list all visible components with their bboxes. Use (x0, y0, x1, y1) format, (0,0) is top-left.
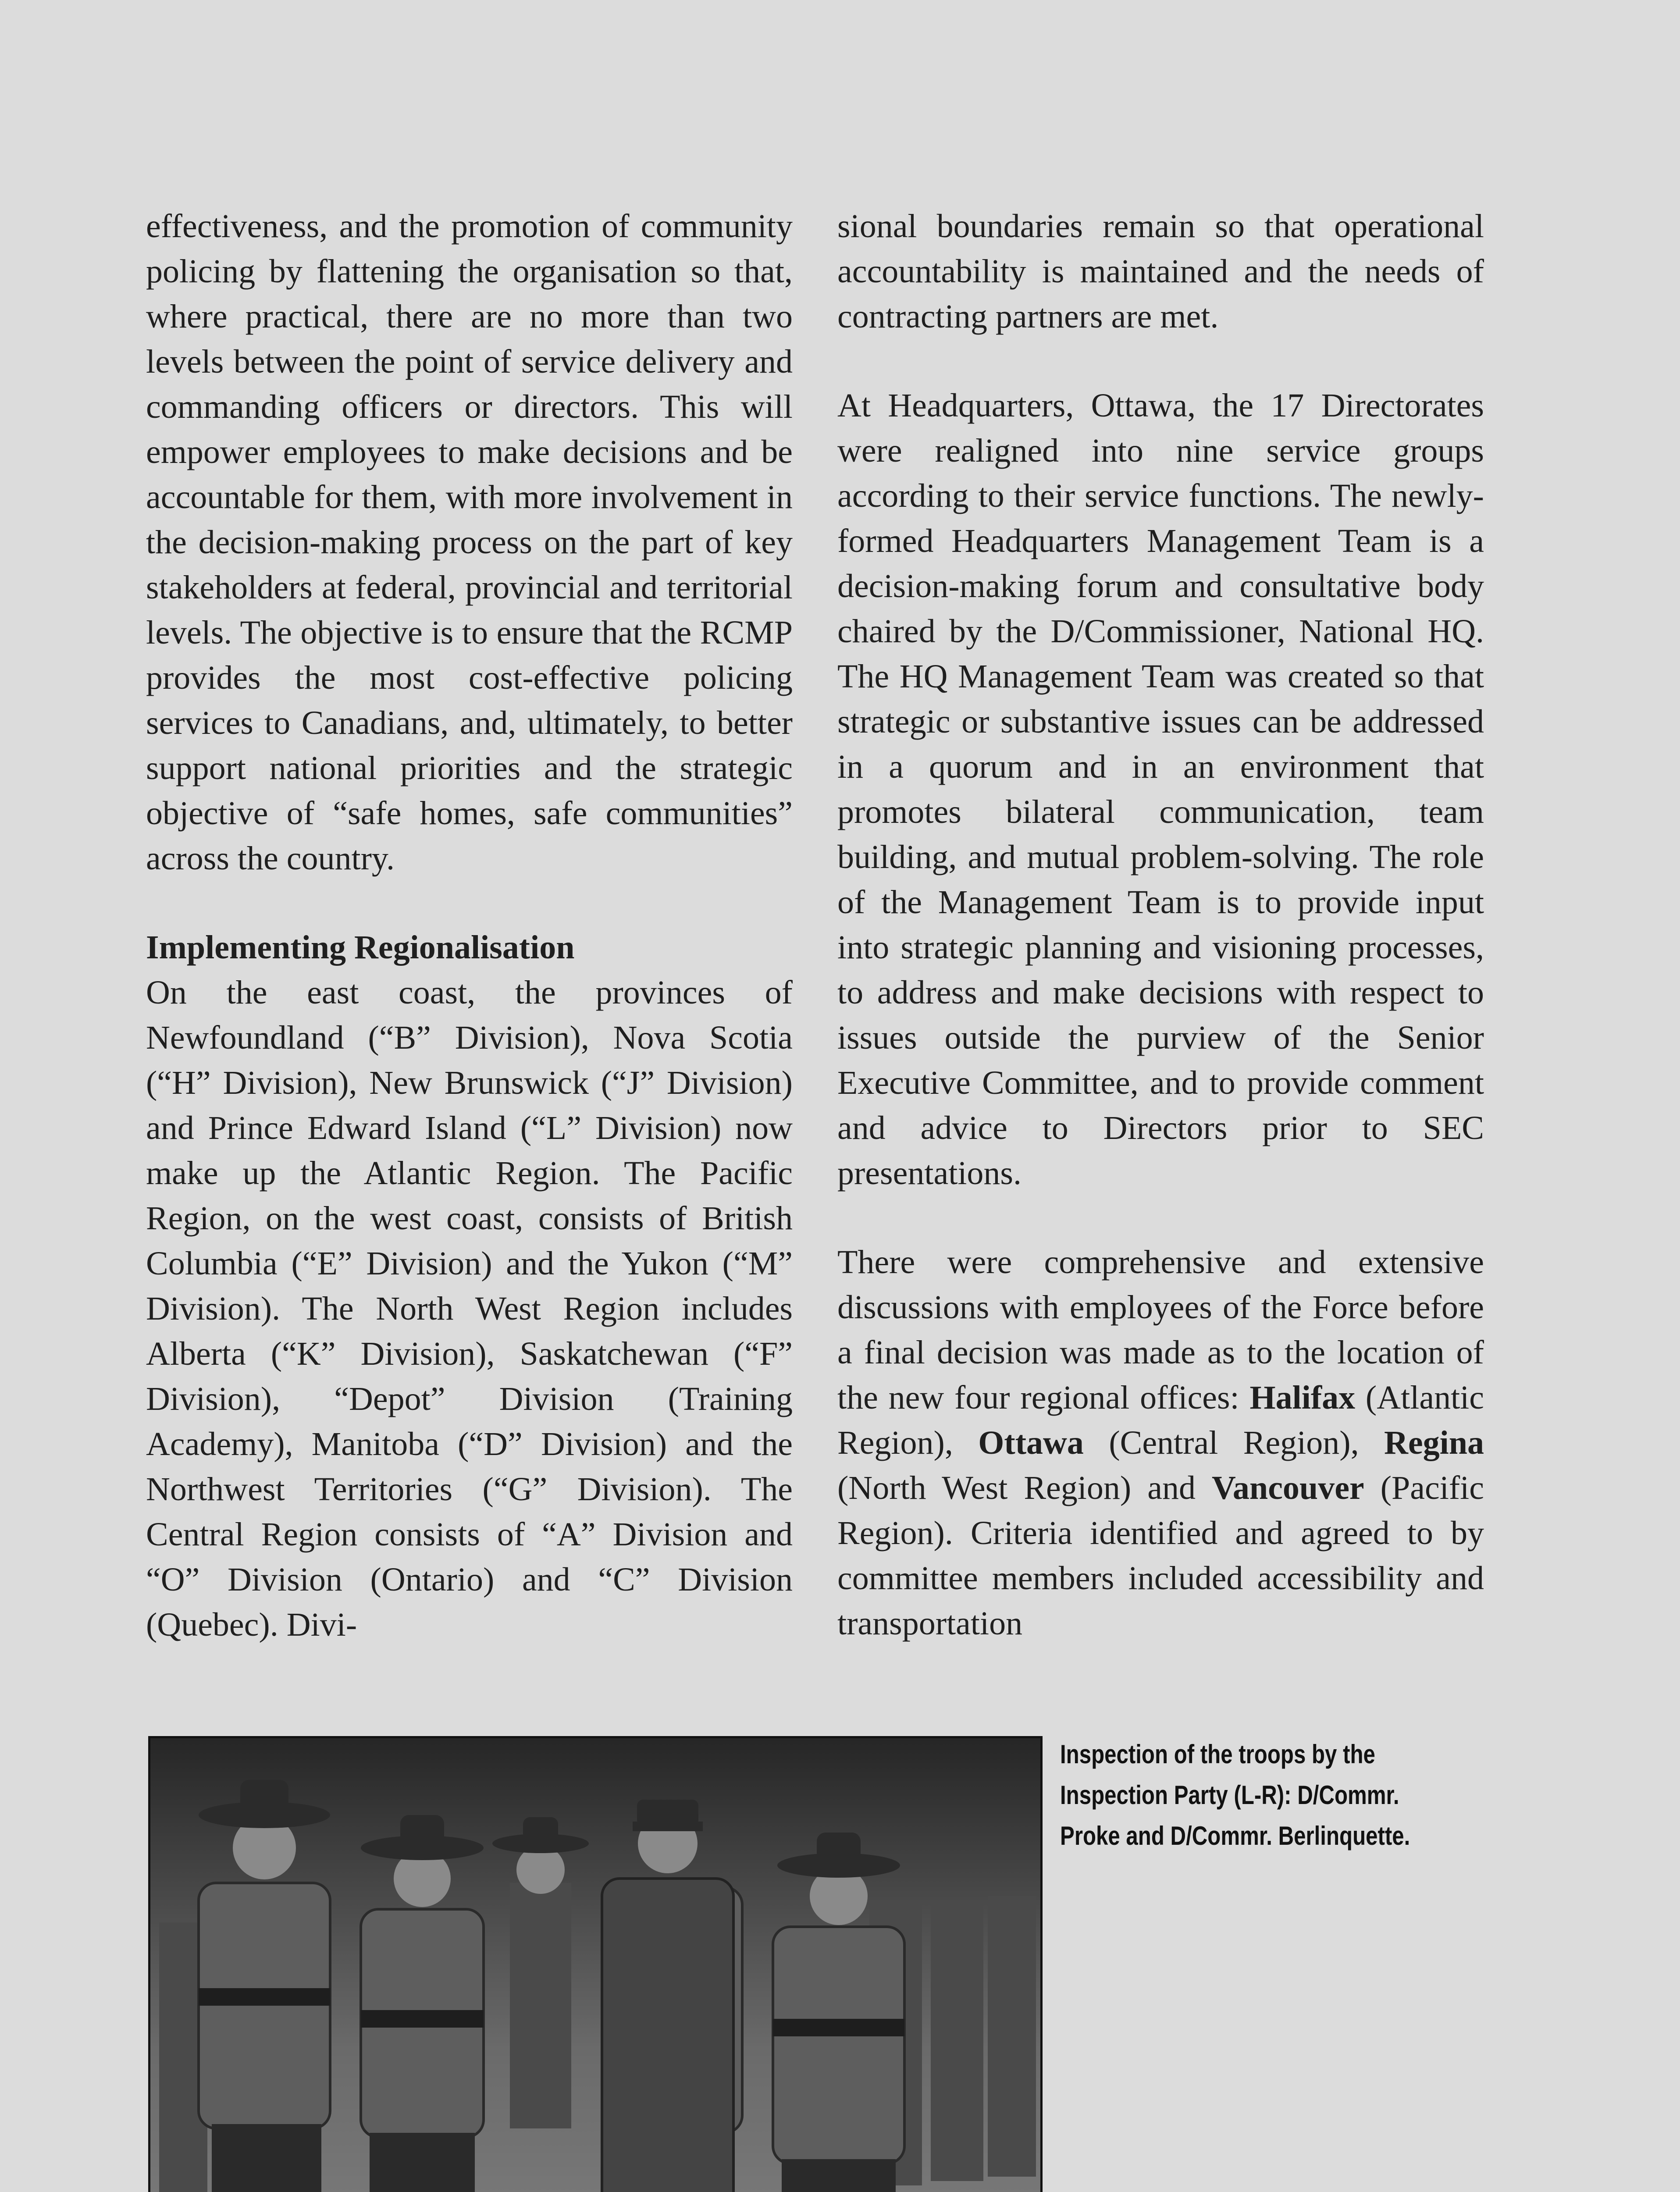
city-vancouver: Vancouver (1212, 1470, 1364, 1506)
criteria-text: Criteria identified and agreed to by committee members included accessibility and transportation (837, 1515, 1484, 1642)
city-regina: Regina (1384, 1424, 1484, 1461)
region-pacific: (Pacific Region). (837, 1470, 1484, 1551)
right-paragraph-1: sional boundaries remain so that operational accountability is maintained and the needs of contracting partners are met. (837, 208, 1484, 335)
offices-intro: There were comprehensive and extensive discussions with employees of the Force before a final decision was made as to the location of the new four regional offices: (837, 1244, 1484, 1416)
right-paragraph-2: At Headquarters, Ottawa, the 17 Directorates were realigned into nine service groups according to their service functions. The newly-formed Headquarters Management Team is a decision-making forum and consultative body chaired by the D/Commissioner, National HQ. The HQ Management Team was created so that strategic or substantive issues can be addressed in a quorum and in an environment that promotes bilateral communication, team building, and mutual problem-solving. The role of the Management Team is to provide input into strategic planning and visioning processes, to address and make decisions with respect to issues outside the purview of the Senior Executive Committee, and to provide comment and advice to Directors prior to SEC presentations. (837, 387, 1484, 1192)
left-paragraph-1: effectiveness, and the promotion of community policing by flattening the organisation so that, where practical, there are no more than two levels between the point of service delivery and commanding officers or directors. This will empower employees to make decisions and be accountable for them, with more involvement in the decision-making process on the part of key stakeholders at federal, provincial and territorial levels. The objective is to ensure that the RCMP provides the most cost-effective policing services to Canadians, and, ultimately, to better support national priorities and the strategic objective of “safe homes, safe communities” across the country. (146, 208, 793, 877)
city-ottawa: Ottawa (978, 1424, 1084, 1461)
region-atlantic: (Atlantic Region), (837, 1379, 1484, 1461)
city-halifax: Halifax (1249, 1379, 1356, 1416)
troops-photo-illustration (150, 1738, 1040, 2192)
photo-caption: Inspection of the troops by the Inspection Party (L-R): D/Commr. Proke and D/Commr. Berlinquette. (1060, 1740, 1410, 1850)
region-central: (Central Region), (1109, 1424, 1359, 1461)
left-paragraph-2: On the east coast, the provinces of Newfoundland (“B” Division), Nova Scotia (“H” Division), New Brunswick (“J” Division) and Prince Edward Island (“L” Division) now make up the Atlantic Region. The Pacific Region, on the west coast, consists of British Columbia (“E” Division) and the Yukon (“M” Division). The North West Region includes Alberta (“K” Division), Saskatchewan (“F” Division), “Depot” Division (Training Academy), Manitoba (“D” Division) and the Northwest Territories (“G” Division). The Central Region consists of “A” Division and “O” Division (Ontario) and “C” Division (Quebec). Divi- (146, 974, 793, 1643)
section-heading: Implementing Regionalisation (146, 929, 575, 966)
left-column (146, 204, 793, 1648)
regionalisation-section (146, 925, 793, 1648)
right-column (837, 204, 1484, 1646)
inspection-photo (148, 1736, 1043, 2192)
right-paragraph-3 (837, 1240, 1484, 1646)
region-north-west: (North West Region) and (837, 1470, 1196, 1506)
